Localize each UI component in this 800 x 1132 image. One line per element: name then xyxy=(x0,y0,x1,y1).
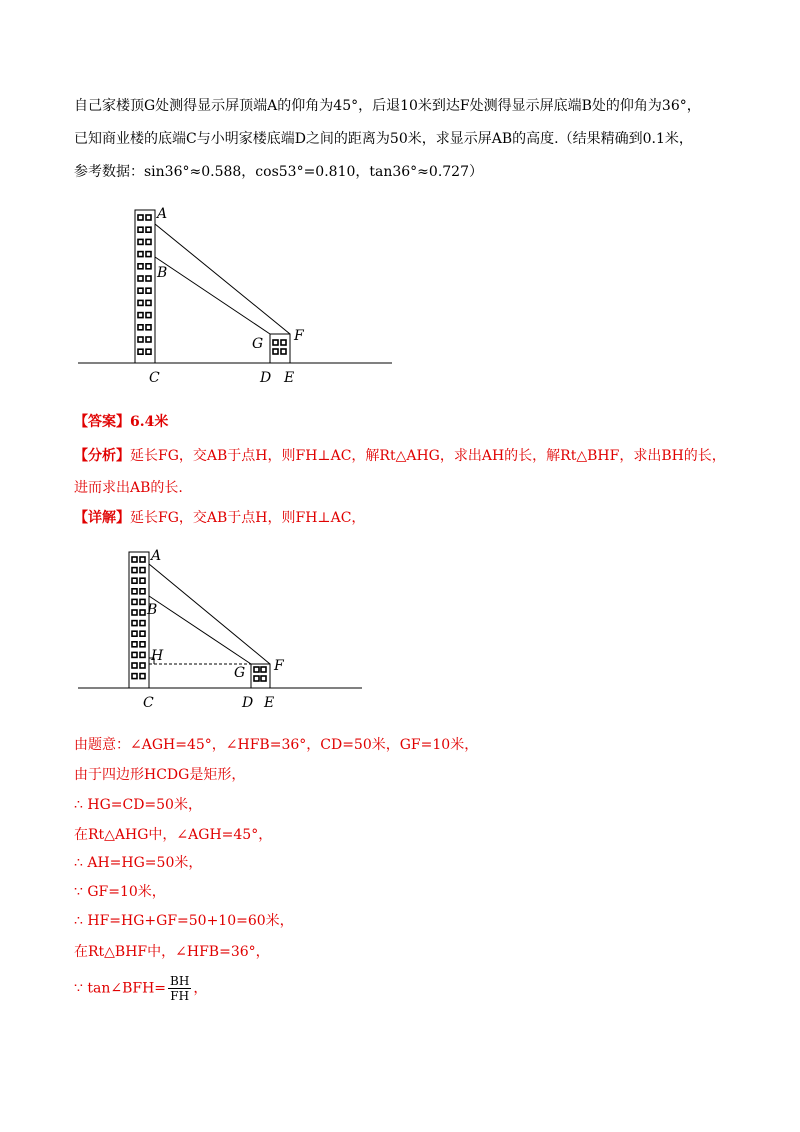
label-d-1: D xyxy=(260,370,272,386)
label-a-2: A xyxy=(151,548,162,564)
window xyxy=(254,667,259,672)
detail-tag: 【详解】 xyxy=(74,510,130,526)
window xyxy=(138,325,143,330)
analysis-tag: 【分析】 xyxy=(74,448,130,464)
solution-step-9 xyxy=(74,974,207,1003)
window xyxy=(140,652,145,657)
window xyxy=(138,239,143,244)
label-g-2: G xyxy=(234,665,246,681)
window xyxy=(138,215,143,220)
window xyxy=(132,652,137,657)
window xyxy=(132,610,137,615)
window xyxy=(273,349,278,354)
window xyxy=(261,676,266,681)
label-a-1: A xyxy=(157,206,168,222)
sightline-a-2 xyxy=(149,564,270,664)
label-h-2: H xyxy=(151,648,164,664)
window xyxy=(138,252,143,257)
window xyxy=(146,276,151,281)
label-c-1: C xyxy=(149,370,160,386)
window xyxy=(140,589,145,594)
window xyxy=(281,349,286,354)
tan-fraction xyxy=(168,974,191,1003)
window xyxy=(146,300,151,305)
window xyxy=(140,568,145,573)
window xyxy=(138,288,143,293)
window xyxy=(132,589,137,594)
problem-line-3: 参考数据：sin36°≈0.588，cos53°=0.810，tan36°≈0.727） xyxy=(74,164,483,180)
window xyxy=(132,642,137,647)
detail-intro: 延长FG，交AB于点H，则FH⊥AC， xyxy=(130,510,366,526)
window xyxy=(138,276,143,281)
window xyxy=(146,325,151,330)
label-c-2: C xyxy=(143,695,154,711)
window xyxy=(132,599,137,604)
figure-1 xyxy=(0,0,800,400)
problem-line-2: 已知商业楼的底端C与小明家楼底端D之间的距离为50米，求显示屏AB的高度.（结果精确到0.1米， xyxy=(74,131,693,147)
window xyxy=(140,557,145,562)
window xyxy=(132,557,137,562)
answer-value: 6.4米 xyxy=(130,414,169,430)
problem-line-1: 自己家楼顶G处测得显示屏顶端A的仰角为45°，后退10米到达F处测得显示屏底端B处的仰角为36°， xyxy=(74,98,701,114)
label-f-1: F xyxy=(294,328,304,344)
window xyxy=(140,674,145,679)
analysis-text-1: 延长FG，交AB于点H，则FH⊥AC，解Rt△AHG，求出AH的长，解Rt△BHF，求出BH的长， xyxy=(130,448,726,464)
home-windows-2 xyxy=(254,667,266,681)
building-windows-2 xyxy=(132,557,145,679)
tan-suffix: ， xyxy=(193,980,208,997)
window xyxy=(132,663,137,668)
answer-tag: 【答案】 xyxy=(74,414,130,430)
label-f-2: F xyxy=(274,658,284,674)
solution-step-4: 在Rt△AHG中，∠AGH=45°， xyxy=(74,827,273,843)
window xyxy=(254,676,259,681)
tan-prefix: ∵ tan∠BFH= xyxy=(74,980,167,997)
tan-numerator: BH xyxy=(170,974,190,988)
window xyxy=(132,578,137,583)
solution-step-7: ∴ HF=HG+GF=50+10=60米， xyxy=(74,913,294,929)
window xyxy=(138,349,143,354)
window xyxy=(146,349,151,354)
sightline-b-1 xyxy=(155,257,270,334)
analysis-line-2: 进而求出AB的长. xyxy=(74,480,183,496)
detail-line xyxy=(74,508,365,528)
solution-step-2: 由于四边形HCDG是矩形， xyxy=(74,767,246,783)
window xyxy=(140,631,145,636)
window xyxy=(281,340,286,345)
window xyxy=(140,642,145,647)
window xyxy=(273,340,278,345)
window xyxy=(140,663,145,668)
label-e-2: E xyxy=(264,695,275,711)
window xyxy=(146,313,151,318)
solution-step-6: ∵ GF=10米， xyxy=(74,884,166,900)
window xyxy=(138,337,143,342)
window xyxy=(140,599,145,604)
window xyxy=(146,239,151,244)
label-b-1: B xyxy=(157,265,168,281)
window xyxy=(132,674,137,679)
window xyxy=(140,621,145,626)
solution-step-5: ∴ AH=HG=50米， xyxy=(74,855,203,871)
solution-step-3: ∴ HG=CD=50米， xyxy=(74,797,202,813)
home-windows-1 xyxy=(273,340,286,354)
building-windows-1 xyxy=(138,215,151,354)
window xyxy=(146,215,151,220)
tan-denominator: FH xyxy=(170,989,190,1003)
window xyxy=(140,610,145,615)
window xyxy=(132,621,137,626)
window xyxy=(132,568,137,573)
window xyxy=(146,264,151,269)
window xyxy=(132,631,137,636)
window xyxy=(138,300,143,305)
window xyxy=(140,578,145,583)
solution-step-8: 在Rt△BHF中，∠HFB=36°， xyxy=(74,944,270,960)
analysis-line-1 xyxy=(74,446,726,466)
window xyxy=(138,313,143,318)
window xyxy=(138,264,143,269)
window xyxy=(261,667,266,672)
label-b-2: B xyxy=(147,602,158,618)
window xyxy=(146,227,151,232)
sightline-a-1 xyxy=(155,224,290,334)
window xyxy=(146,337,151,342)
figure-2 xyxy=(0,530,800,720)
label-g-1: G xyxy=(252,336,264,352)
window xyxy=(146,252,151,257)
window xyxy=(138,227,143,232)
label-d-2: D xyxy=(242,695,254,711)
solution-step-1: 由题意：∠AGH=45°，∠HFB=36°，CD=50米，GF=10米， xyxy=(74,737,479,753)
answer-line xyxy=(74,412,168,432)
window xyxy=(146,288,151,293)
label-e-1: E xyxy=(284,370,295,386)
